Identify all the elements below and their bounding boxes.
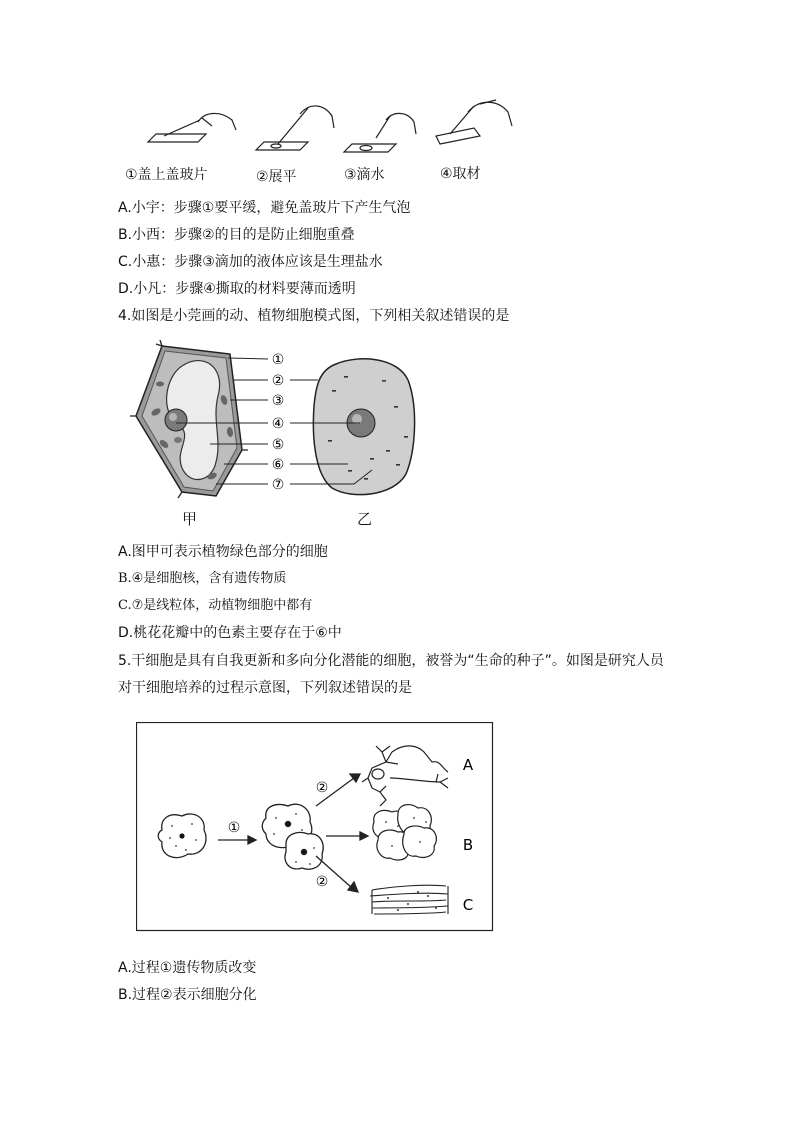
caption-yi: 乙 [357, 510, 373, 528]
label-1: ① [271, 352, 285, 368]
caption-jia: 甲 [182, 510, 198, 528]
slide-prep-steps-figure [140, 98, 530, 160]
q5-option-a: A.过程①遗传物质改变 [118, 960, 257, 976]
q4-option-d: D.桃花花瓣中的色素主要存在于⑥中 [118, 625, 342, 641]
q3-option-a: A.小宇：步骤①要平缓，避免盖玻片下产生气泡 [118, 200, 411, 216]
label-4: ④ [271, 416, 285, 432]
label-2: ② [271, 373, 285, 389]
label-circles [272, 352, 285, 493]
step1-coverslip-illustration [148, 113, 236, 142]
q3-option-c: C.小惠：步骤③滴加的液体应该是生理盐水 [118, 254, 383, 270]
cell-cluster [373, 805, 436, 860]
q4-option-a: A.图甲可表示植物绿色部分的细胞 [118, 544, 328, 560]
q4-stem: 4.如图是小莞画的动、植物细胞模式图，下列相关叙述错误的是 [118, 308, 510, 324]
stem-cell [158, 814, 206, 858]
q3-option-d: D.小凡：步骤④撕取的材料要薄而透明 [118, 281, 356, 297]
step2-flatten-illustration [256, 106, 334, 150]
step4-caption: ④取材 [440, 166, 481, 182]
cell-diagram [120, 340, 430, 530]
plant-cell [130, 340, 248, 498]
tissue-label-B: B [462, 836, 474, 854]
process-label-1: ① [227, 820, 241, 836]
animal-cell [313, 359, 414, 495]
q4-option-c: C.⑦是线粒体，动植物细胞中都有 [118, 598, 313, 613]
q5-stem-line1: 5.干细胞是具有自我更新和多向分化潜能的细胞，被誉为“生命的种子”。如图是研究人员 [118, 653, 664, 669]
label-5: ⑤ [271, 437, 285, 453]
step3-water-illustration [344, 113, 416, 152]
process-label-2a: ② [315, 780, 329, 796]
label-3: ③ [271, 393, 285, 409]
q3-option-b: B.小西：步骤②的目的是防止细胞重叠 [118, 227, 355, 243]
q5-stem-line2: 对干细胞培养的过程示意图，下列叙述错误的是 [118, 680, 412, 696]
step4-material-illustration [436, 100, 512, 144]
q4-option-b: B.④是细胞核，含有遗传物质 [118, 571, 287, 586]
tissue-label-A: A [462, 756, 474, 774]
tissue-label-C: C [462, 896, 474, 914]
label-6: ⑥ [271, 457, 285, 473]
step3-caption: ③滴水 [344, 167, 385, 183]
process-label-2b: ② [315, 874, 329, 890]
stem-cell-diagram [136, 722, 494, 932]
q5-option-b: B.过程②表示细胞分化 [118, 987, 257, 1003]
step1-caption: ①盖上盖玻片 [125, 167, 208, 183]
step2-caption: ②展平 [256, 169, 297, 185]
label-7: ⑦ [271, 477, 285, 493]
